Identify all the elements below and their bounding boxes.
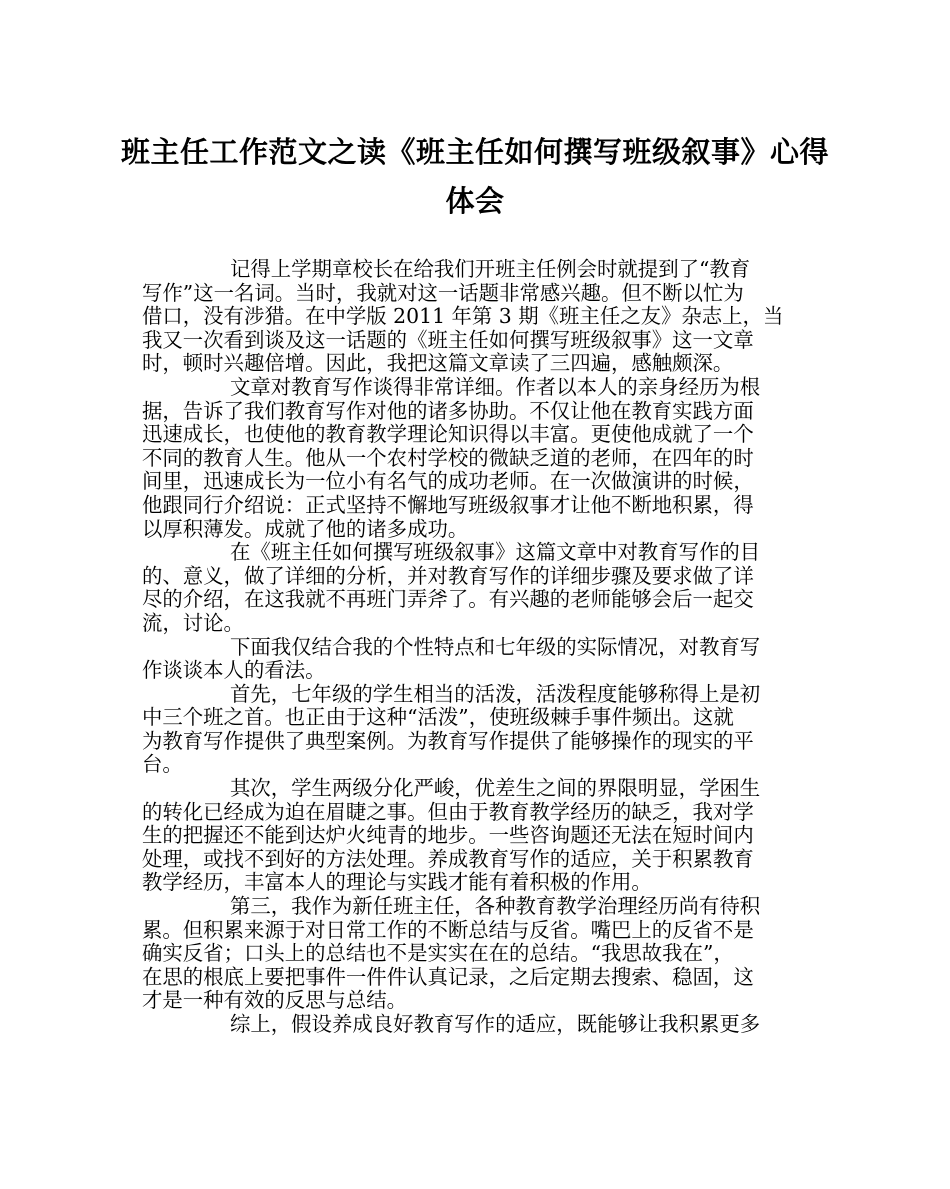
document-title: 班主任工作范文之读《班主任如何撰写班级叙事》心得 体会: [120, 135, 829, 218]
paragraph: 综上，假设养成良好教育写作的适应，既能够让我积累更多: [230, 1012, 761, 1036]
paragraph: 下面我仅结合我的个性特点和七年级的实际情况，对教育写 作谈谈本人的看法。: [142, 634, 761, 683]
document-body: [142, 258, 810, 1037]
paragraph: 第三，我作为新任班主任，各种教育教学治理经历尚有待积 累。但积累来源于对日常工作的不断总结与反省。嘴巴上的反省不是 确实反省；口头上的总结也不是实实在在的总结。“我思故我在”， 在思的根底上要把事件一件件认真记录，之后定期去搜索、稳固，这 才是一种有效的反思与总结。: [142, 894, 761, 1013]
paragraph: 在《班主任如何撰写班级叙事》这篇文章中对教育写作的目 的、意义，做了详细的分析，并对教育写作的详细步骤及要求做了详 尽的介绍，在这我就不再班门弄斧了。有兴趣的老师能够会后一起交 流，讨论。: [142, 540, 761, 635]
paragraph: 其次，学生两级分化严峻，优差生之间的界限明显，学困生 的转化已经成为迫在眉睫之事。但由于教育教学经历的缺乏，我对学 生的把握还不能到达炉火纯青的地步。一些咨询题还无法在短时间内 处理，或找不到好的方法处理。养成教育写作的适应，关于积累教育 教学经历，丰富本人的理论与实践才能有着积极的作用。: [142, 776, 761, 895]
paragraph: 文章对教育写作谈得非常详细。作者以本人的亲身经历为根 据，告诉了我们教育写作对他的诸多协助。不仅让他在教育实践方面 迅速成长，也使他的教育教学理论知识得以丰富。更使他成就了一个 不同的教育人生。他从一个农村学校的微缺乏道的老师，在四年的时 间里，迅速成长为一位小有名气的成功老师。在一次做演讲的时候， 他跟同行介绍说：正式坚持不懈地写班级叙事才让他不断地积累，得 以厚积薄发。成就了他的诸多成功。: [142, 374, 761, 541]
paragraph: 首先，七年级的学生相当的活泼，活泼程度能够称得上是初 中三个班之首。也正由于这种“活泼”，使班级棘手事件频出。这就 为教育写作提供了典型案例。为教育写作提供了能够操作的现实的平 台。: [142, 681, 761, 777]
paragraph: 记得上学期章校长在给我们开班主任例会时就提到了“教育 写作”这一名词。当时，我就对这一话题非常感兴趣。但不断以忙为 借口，没有涉猎。在中学版 2011 年第 3 期《班主任之友》杂志上，当 我又一次看到谈及这一话题的《班主任如何撰写班级叙事》这一文章 时，顿时兴趣倍增。因此，我把这篇文章读了三四遍，感触颇深。: [142, 257, 784, 376]
